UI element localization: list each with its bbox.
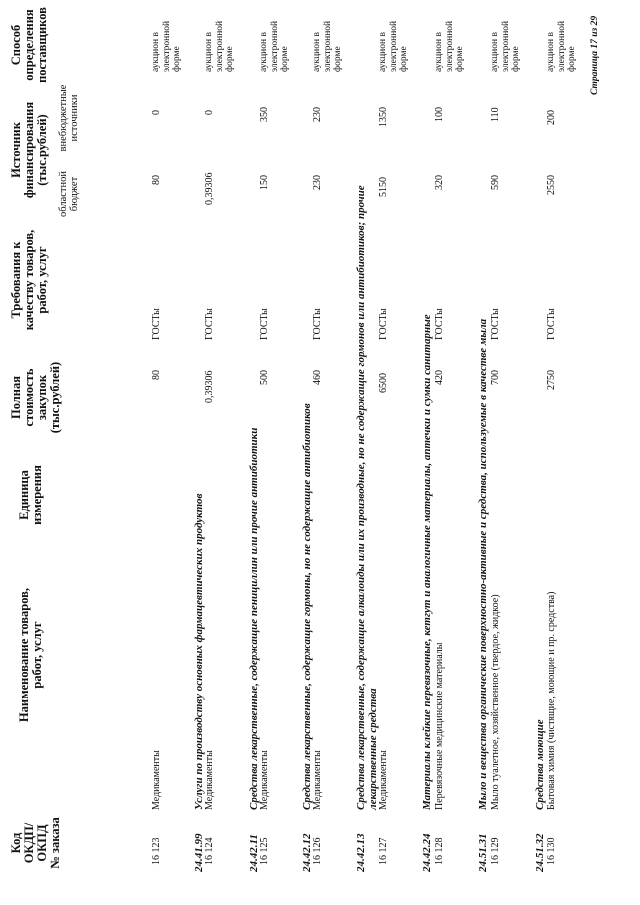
row-method: аукцион в электронной форме <box>490 20 521 72</box>
row-requirements: ГОСТы <box>378 308 389 340</box>
row-code: 16 123 <box>151 837 162 865</box>
row-extra: 230 <box>312 107 323 122</box>
section-title-continued: лекарственные средства <box>367 688 379 810</box>
row-regional: 150 <box>259 175 270 190</box>
row-code: 16 126 <box>312 837 323 865</box>
row-code: 16 128 <box>434 837 445 865</box>
row-extra: 100 <box>434 107 445 122</box>
row-total: 420 <box>434 370 445 385</box>
header-funding: Источник финансирования (тыс.рублей) <box>9 101 49 199</box>
header-unit: Единица измерения <box>17 465 44 525</box>
section-title: Средства лекарственные, содержащие гормоны, но не содержащие антибиотиков <box>301 403 313 810</box>
header-funding-regional: областной бюджет <box>58 171 80 217</box>
section-title: Услуги по производству основных фармацевтических продуктов <box>193 493 205 810</box>
row-requirements: ГОСТы <box>312 308 323 340</box>
row-extra: 0 <box>204 110 215 115</box>
row-requirements: ГОСТы <box>151 308 162 340</box>
row-name: Медикаменты <box>259 750 270 810</box>
row-regional: 0,39306 <box>204 172 215 205</box>
row-extra: 200 <box>546 110 557 125</box>
row-extra: 350 <box>259 107 270 122</box>
section-title: Средства лекарственные, содержащие алкалоиды или их производные, но не содержащие гормонов или антибиотиков; прочие <box>355 185 367 810</box>
row-name: Медикаменты <box>312 750 323 810</box>
row-code: 16 127 <box>378 837 389 865</box>
row-total: 460 <box>312 370 323 385</box>
row-method: аукцион в электронной форме <box>151 20 182 72</box>
row-requirements: ГОСТы <box>546 308 557 340</box>
row-method: аукцион в электронной форме <box>204 20 235 72</box>
section-code: 24.51.32 <box>534 833 546 872</box>
row-total: 2750 <box>546 370 557 390</box>
section-code: 24.42.12 <box>301 833 313 872</box>
row-requirements: ГОСТы <box>434 308 445 340</box>
section-title: Мыло и вещества органические поверхностно-активные и средства, используемые в качестве мыла <box>477 318 489 810</box>
row-name: Медикаменты <box>204 750 215 810</box>
header-name: Наименование товаров, работ, услуг <box>17 587 44 723</box>
section-code: 24.42.13 <box>355 833 367 872</box>
row-regional: 320 <box>434 175 445 190</box>
row-requirements: ГОСТы <box>259 308 270 340</box>
row-method: аукцион в электронной форме <box>312 20 343 72</box>
row-extra: 1350 <box>378 107 389 127</box>
header-method: Способ определения поставщиков <box>9 7 49 83</box>
row-name: Перевязочные медицинские материалы <box>434 642 445 810</box>
row-regional: 2550 <box>546 175 557 195</box>
row-total: 700 <box>490 370 501 385</box>
row-extra: 110 <box>490 107 501 122</box>
row-regional: 80 <box>151 175 162 185</box>
row-name: Бытовая химия (чистящие, моющие и пр. средства) <box>546 591 557 810</box>
section-code: 24.41.99 <box>193 833 205 872</box>
row-name: Мыло туалетное, хозяйственное (твердое, жидкое) <box>490 594 501 810</box>
row-method: аукцион в электронной форме <box>434 20 465 72</box>
row-extra: 0 <box>151 110 162 115</box>
header-funding-extra: внебюджетные источники <box>58 84 80 152</box>
row-name: Медикаменты <box>378 750 389 810</box>
header-code: Код ОКДП/ ОКПД № заказа <box>9 817 62 869</box>
header-total: Полная стоимость закупок (тыс.рублей) <box>9 361 62 434</box>
row-total: 80 <box>151 370 162 380</box>
row-total: 500 <box>259 370 270 385</box>
section-code: 24.51.31 <box>477 833 489 872</box>
row-code: 16 129 <box>490 837 501 865</box>
row-requirements: ГОСТы <box>204 308 215 340</box>
row-code: 16 124 <box>204 837 215 865</box>
row-total: 0,39306 <box>204 370 215 403</box>
row-regional: 590 <box>490 175 501 190</box>
section-title: Материалы клейкие перевязочные, кетгут и аналогичные материалы, аптечки и сумки санитарные <box>421 314 433 810</box>
row-method: аукцион в электронной форме <box>546 20 577 72</box>
header-requirements: Требования к качеству товаров, работ, услуг <box>9 229 49 331</box>
row-method: аукцион в электронной форме <box>378 20 409 72</box>
row-method: аукцион в электронной форме <box>259 20 290 72</box>
row-total: 6500 <box>378 373 389 393</box>
section-code: 24.42.24 <box>421 833 433 872</box>
section-title: Средства моющие <box>534 719 546 810</box>
section-title: Средства лекарственные, содержащие пенициллин или прочие антибиотики <box>248 427 260 810</box>
row-name: Медикаменты <box>151 750 162 810</box>
row-requirements: ГОСТы <box>490 308 501 340</box>
row-code: 16 130 <box>546 837 557 865</box>
row-regional: 230 <box>312 175 323 190</box>
row-regional: 5150 <box>378 177 389 197</box>
page-number: Страница 17 из 29 <box>590 15 600 95</box>
section-code: 24.42.11 <box>248 834 260 872</box>
row-code: 16 125 <box>259 837 270 865</box>
